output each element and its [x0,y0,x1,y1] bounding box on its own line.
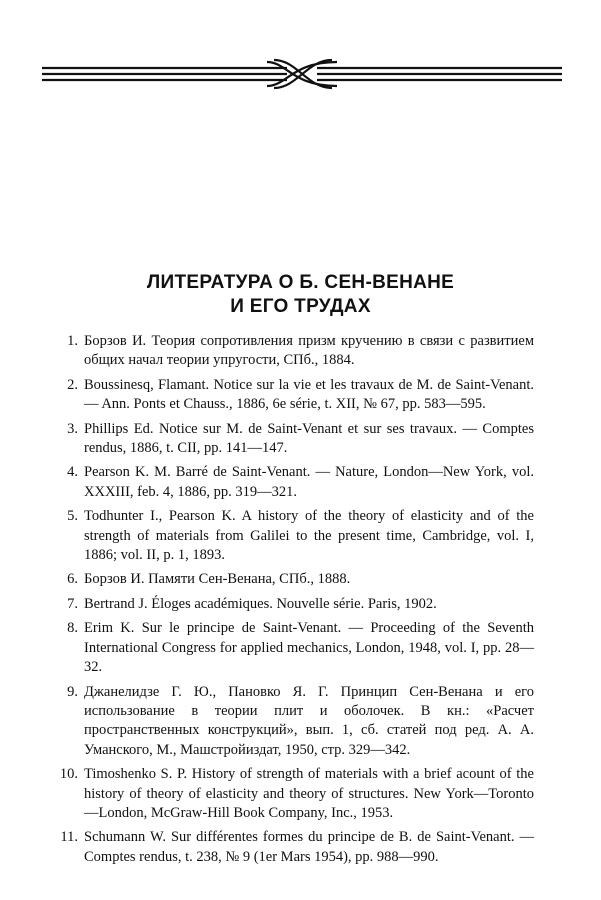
reference-text: Schumann W. Sur différentes formes du principe de B. de Saint-Venant. — Comptes rendus, t. 238, № 9 (1er Mars 1954), pp. 988—990. [84,829,534,865]
reference-item-4 [0,463,534,502]
reference-text: Erim K. Sur le principe de Saint-Venant. — Proceeding of the Seventh International Congress for applied mechanics, London, 1948, vol. I, pp. 28—32. [84,620,534,676]
page-title [0,271,601,319]
reference-number: 9. [67,683,78,700]
reference-number: 2. [67,376,78,393]
reference-list [0,332,601,872]
decorative-ornament-icon [42,58,562,94]
reference-number: 7. [67,595,78,612]
reference-item-10 [0,765,534,823]
reference-number: 8. [67,620,78,637]
reference-text: Борзов И. Теория сопротивления призм кручению в связи с развитием общих начал теории упругости, СПб., 1884. [84,333,534,369]
reference-number: 6. [67,571,78,588]
reference-item-9 [0,683,534,761]
reference-number: 3. [67,420,78,437]
reference-item-3 [0,420,534,459]
reference-text: Phillips Ed. Notice sur M. de Saint-Venant et sur ses travaux. — Comptes rendus, 1886, t. CII, pp. 141—147. [84,420,534,457]
reference-number: 1. [67,333,78,349]
reference-item-11 [0,828,534,867]
reference-text: Pearson K. M. Barré de Saint-Venant. — Nature, London—New York, vol. XXXIII, feb. 4, 1886, pp. 319—321. [84,464,534,500]
reference-number: 10. [59,766,78,783]
reference-item-6 [0,570,534,589]
reference-item-1 [0,332,534,371]
reference-item-7 [0,595,534,614]
reference-item-8 [0,619,534,677]
title-line-2: И ЕГО ТРУДАХ [230,296,371,317]
title-line-1: ЛИТЕРАТУРА О Б. СЕН-ВЕНАНЕ [146,272,455,293]
reference-text: Борзов И. Памяти Сен-Венана, СПб., 1888. [84,571,351,588]
reference-text: Bertrand J. Éloges académiques. Nouvelle série. Paris, 1902. [84,595,437,612]
reference-number: 11. [60,829,78,846]
reference-item-2 [0,376,534,415]
reference-text: Boussinesq, Flamant. Notice sur la vie et les travaux de M. de Saint-Venant. — Ann. Ponts et Chauss., 1886, 6e série, t. XII, № 67, pp. 583—595. [84,376,534,413]
reference-text: Джанелидзе Г. Ю., Пановко Я. Г. Принцип Сен-Венана и его использование в теории плит и оболочек. В кн.: «Расчет пространственных конструкций», вып. 1, сб. статей под ред. А. А. Уманского, М., Машстройиздат, 1950, стр. 329—342. [84,683,534,758]
reference-number: 5. [67,508,78,525]
reference-text: Todhunter I., Pearson K. A history of the theory of elasticity and of the strength of materials from Galilei to the present time, Cambridge, vol. I, 1886; vol. II, p. 1, 1893. [84,508,534,564]
reference-number: 4. [67,464,78,481]
reference-item-5 [0,507,534,565]
reference-text: Timoshenko S. P. History of strength of materials with a brief acount of the history of theory of elasticity and theory of structures. New York—Toronto—London, McGraw-Hill Book Company, Inc., 1953. [84,766,534,821]
